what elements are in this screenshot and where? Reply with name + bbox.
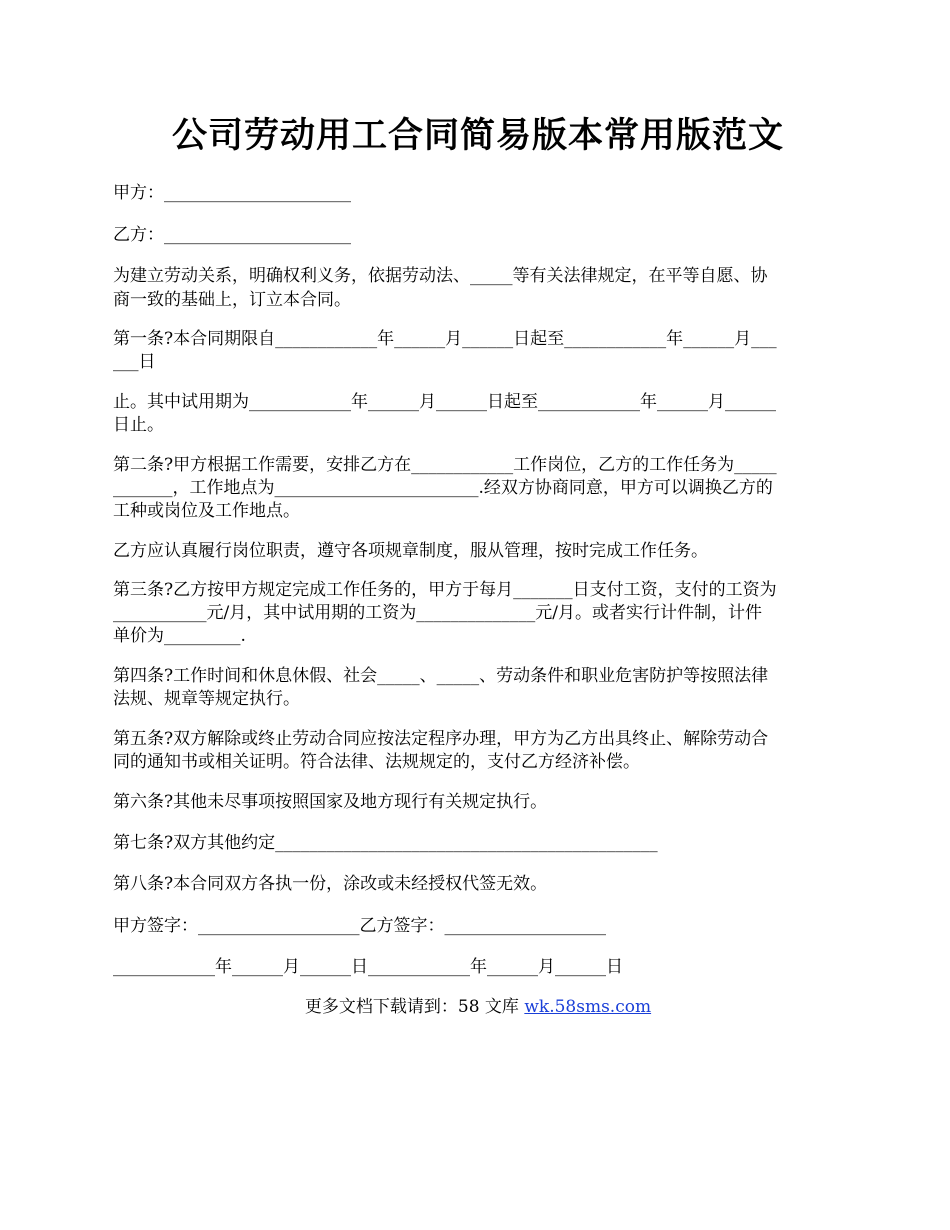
party-a-line: 甲方：______________________ [113, 183, 351, 203]
intro-line-1: 为建立劳动关系，明确权利义务，依据劳动法、_____等有关法律规定，在平等自愿、协 [113, 266, 768, 286]
footer [113, 995, 843, 1019]
party-b-line: 乙方：______________________ [113, 225, 351, 245]
article-7-line: 第七条?双方其他约定_____________________________________________ [113, 833, 658, 853]
duty-line: 乙方应认真履行岗位职责，遵守各项规章制度，服从管理，按时完成工作任务。 [113, 541, 708, 561]
article-2-line-2: _______，工作地点为________________________.经双方协商同意，甲方可以调换乙方的 [113, 478, 773, 498]
probation-line-2: 日止。 [113, 415, 164, 435]
article-8-line: 第八条?本合同双方各执一份，涂改或未经授权代签无效。 [113, 874, 548, 894]
article-2-line-1: 第二条?甲方根据工作需要，安排乙方在____________工作岗位，乙方的工作任务为_____ [113, 455, 777, 475]
document-title: 公司劳动用工合同简易版本常用版范文 [171, 115, 784, 156]
footer-link[interactable]: wk.58sms.com [524, 997, 652, 1017]
article-1-line-2: ___日 [113, 352, 156, 372]
date-line: ____________年______月______日____________年______月______日 [113, 957, 623, 977]
article-2-line-3: 工种或岗位及工作地点。 [113, 501, 300, 521]
footer-text: 更多文档下载请到：58 文库 [304, 997, 525, 1017]
article-3-line-1: 第三条?乙方按甲方规定完成工作任务的，甲方于每月_______日支付工资，支付的工资为 [113, 580, 777, 600]
article-5-line-2: 同的通知书或相关证明。符合法律、法规规定的，支付乙方经济补偿。 [113, 752, 640, 772]
article-3-line-3: 单价为_________. [113, 626, 246, 646]
article-5-line-1: 第五条?双方解除或终止劳动合同应按法定程序办理，甲方为乙方出具终止、解除劳动合 [113, 729, 769, 749]
probation-line-1: 止。其中试用期为____________年______月______日起至____________年______月______ [113, 392, 776, 412]
signature-line: 甲方签字：___________________乙方签字：___________________ [113, 916, 606, 936]
intro-line-2: 商一致的基础上，订立本合同。 [113, 290, 351, 310]
article-6-line: 第六条?其他未尽事项按照国家及地方现行有关规定执行。 [113, 792, 548, 812]
article-3-line-2: ___________元/月，其中试用期的工资为______________元/月。或者实行计件制，计件 [113, 603, 762, 623]
article-1-line-1: 第一条?本合同期限自____________年______月______日起至____________年______月___ [113, 329, 777, 349]
article-4-line-2: 法规、规章等规定执行。 [113, 689, 300, 709]
article-4-line-1: 第四条?工作时间和休息休假、社会_____、_____、劳动条件和职业危害防护等按照法律 [113, 666, 769, 686]
